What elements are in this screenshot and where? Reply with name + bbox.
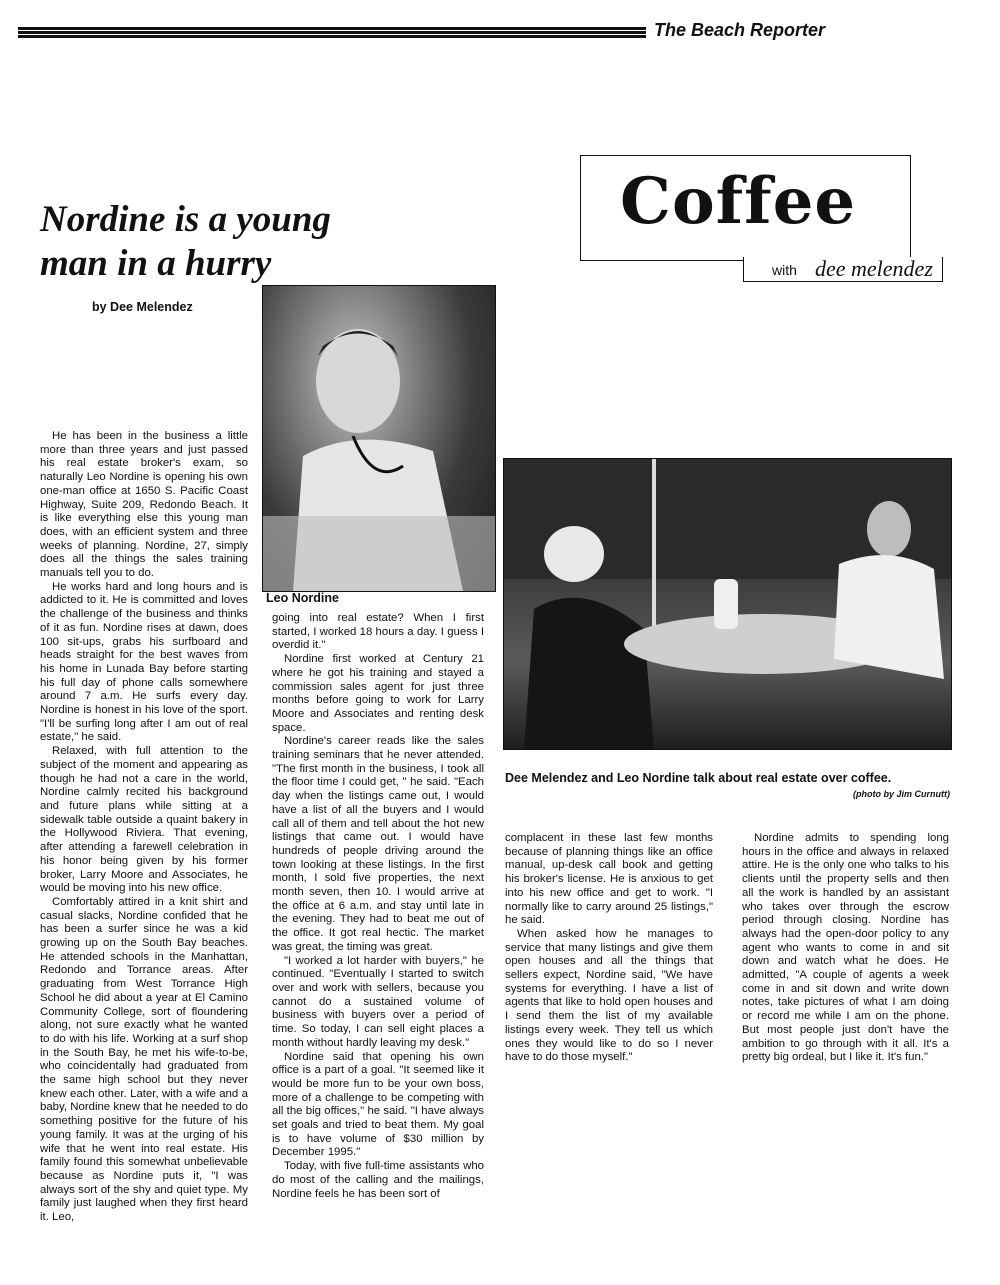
group-caption: Dee Melendez and Leo Nordine talk about real estate over coffee. <box>505 771 892 785</box>
masthead-rule <box>18 27 646 39</box>
paragraph: He works hard and long hours and is addicted to it. He is committed and loves the challenge of the business and thinks of it as fun. Nordine rises at dawn, does 100 sit-ups, grabs his surfboard and heads straight for the best waves from his home in Lunada Bay before starting his full day of phone calls somewhere around 7 a.m. He surfs every day. Nordine is honest in his love of the sport. "I'll be surfing long after I am out of real estate," he said. <box>40 580 248 744</box>
photo-credit: (photo by Jim Curnutt) <box>853 789 950 799</box>
group-photo <box>503 458 952 750</box>
paragraph: Today, with five full-time assistants who do most of the calling and the mailings, Nordine feels he has been sort of <box>272 1160 484 1200</box>
coffee-logo-word: Coffee <box>620 164 857 239</box>
paragraph: He has been in the business a little more than three years and just passed his real estate broker's exam, so naturally Leo Nordine is opening his own one-man office at 1650 S. Pacific Coast Highway, Suite 209, Redondo Beach. It is like everything else this young man does, with an efficient system and three weeks of planning. Nordine, 27, simply does all the things the sales training manuals tell you to do. <box>40 430 248 580</box>
headline-line-1: Nordine is a young <box>40 199 331 240</box>
columnist-with: with <box>772 262 797 278</box>
paragraph: going into real estate? When I first started, I worked 18 hours a day. I guess I overdid it." <box>272 612 484 652</box>
paragraph: When asked how he manages to service that many listings and give them open houses and all the things that sellers expect, Nordine said, "We have systems for everything. I have a list of agents that like to hold open houses and I send them the list of my available listings every week. They tell us which ones they would like to do so I never have to do those myself." <box>505 927 713 1064</box>
paragraph: "I worked a lot harder with buyers," he continued. "Eventually I started to switch over and work with sellers, because you cannot do a sustained volume of business with buyers over a period of time. So today, I can sell eight places a month without hardly leaving my desk." <box>272 954 484 1049</box>
paragraph: Nordine's career reads like the sales training seminars that he never attended. "The first month in the business, I took all the floor time I could get, " he said. "Each day when the listings came out, I would have a list of all the buyers and I would call all of them and tell about the hot new listings that came out. I would have hundreds of people driving around the town looking at these listings. In the first month, I sold five properties, the next month seven, then 10. I would arrive at the office at 6 a.m. and stay until late in the evening. They had to beat me out of the office. It got real hectic. The market was great, the timing was great. <box>272 735 484 953</box>
article-column-4 <box>742 832 949 1065</box>
paragraph: complacent in these last few months because of planning things like an office manual, up-desk call book and getting his broker's license. He is anxious to get into his new office and get to work. "I normally like to carry around 25 listings," he said. <box>505 832 713 927</box>
headline-line-2: man in a hurry <box>40 243 272 284</box>
publication-name: The Beach Reporter <box>654 20 826 40</box>
article-column-2 <box>272 612 484 1201</box>
byline: by Dee Melendez <box>92 300 193 314</box>
paragraph: Comfortably attired in a knit shirt and casual slacks, Nordine confided that he has been a surfer since he was a kid growing up on the South Bay beaches. He attended schools in the Manhattan, Redondo and Torrance areas. After graduating from West Torrance High School he did about a year at El Camino Community College, sort of floundering along, not sure exactly what he wanted to do with his life. Working at a surf shop in the South Bay, he met his wife-to-be, who coincidentally had graduated from the same high school but they never knew each other. Later, with a wife and a baby, Nordine knew that he needed to do something positive for the future of his young family. It was at the urging of his wife that he went into real estate. His family found this somewhat unbelievable because as Nordine puts it, "I was always sort of the shy and quiet type. My family just laughed when they first heard it. Leo, <box>40 895 248 1224</box>
group-photo-illustration <box>504 459 951 749</box>
paragraph: Relaxed, with full attention to the subject of the moment and appearing as though he had not a care in the world, Nordine calmly recited his background and future plans while sitting at a sidewalk table outside a quaint bakery in the Hollywood Riviera. That evening, after attending a farewell celebration in his honor being given by his former broker, Larry Moore and Associates, he would be moving into his new office. <box>40 745 248 895</box>
portrait-photo <box>262 285 496 592</box>
paragraph: Nordine said that opening his own office is a part of a goal. "It seemed like it would be more fun to be your own boss, more of a challenge to be competing with all the big offices," he said. "I have always set goals and tried to beat them. My goal is to have volume of $30 million by December 1995." <box>272 1050 484 1159</box>
paragraph: Nordine first worked at Century 21 where he got his training and stayed a commission sales agent for just three months before going to work for Larry Moore and Associates and renting desk space. <box>272 653 484 734</box>
headline <box>40 198 420 286</box>
portrait-caption: Leo Nordine <box>266 591 339 605</box>
article-column-1 <box>40 430 248 1225</box>
paragraph: Nordine admits to spending long hours in the office and always in relaxed attire. He is the only one who talks to his clients until the property sells and then all the work is handled by an assistant who takes over through the escrow period through closing. Nordine has always had the open-door policy to any agent who wants to come in and sit down and watch what he does. He admitted, "A couple of agents a week come in and sit down and write down notes, take pictures of what I am doing or record me while I am on the phone. But most people just don't have the ambition to go through with it all. It's a pretty big ordeal, but I like it. It's fun." <box>742 832 949 1064</box>
article-column-3 <box>505 832 713 1065</box>
portrait-photo-illustration <box>263 286 495 591</box>
columnist-name: dee melendez <box>815 256 933 281</box>
